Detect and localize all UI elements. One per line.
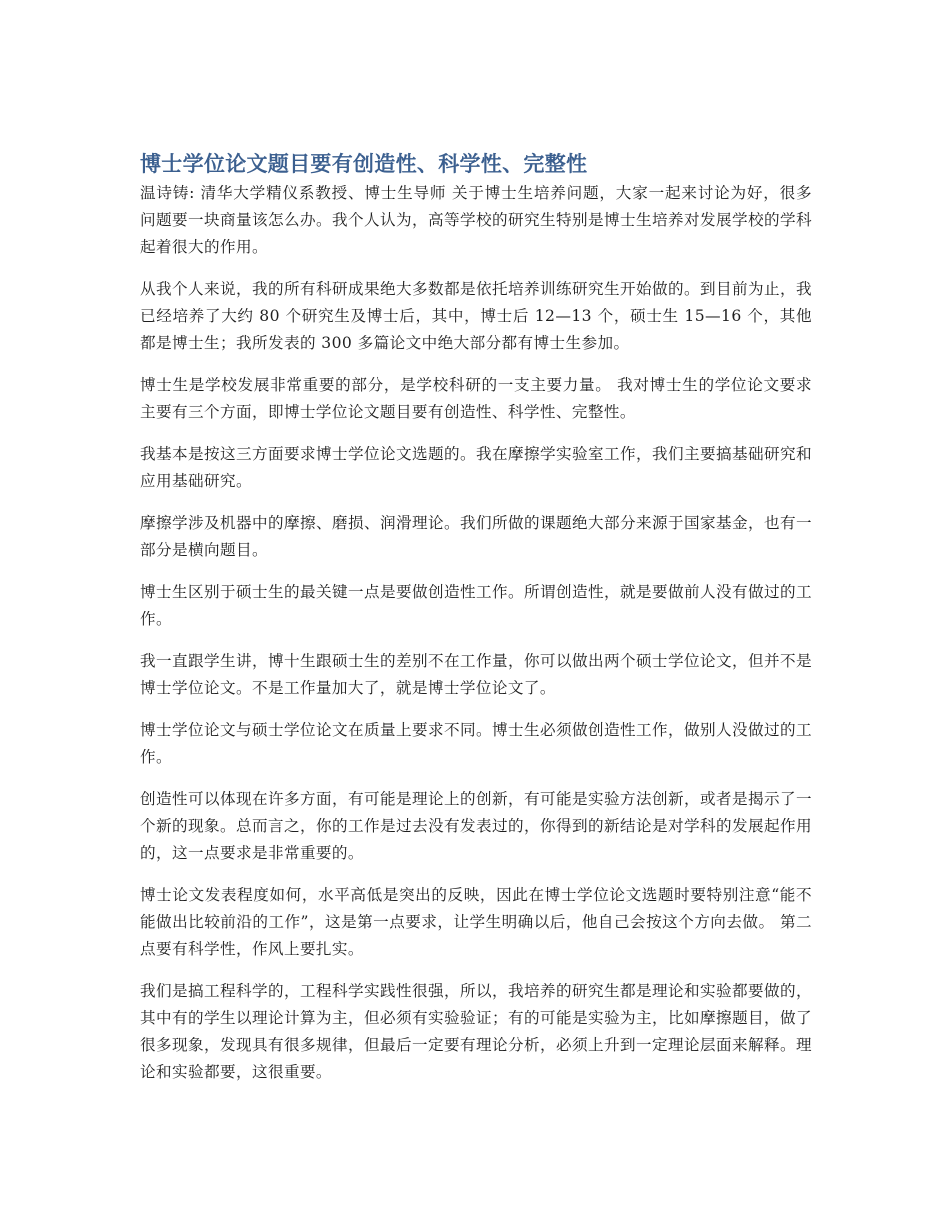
- paragraph-three-requirements: 博士生是学校发展非常重要的部分，是学校科研的一支主要力量。 我对博士生的学位论文要求主要有三个方面，即博士学位论文题目要有创造性、科学性、完整性。: [140, 376, 812, 421]
- document-title: 博士学位论文题目要有创造性、科学性、完整性: [140, 152, 588, 176]
- paragraph-frontier-work: 博士论文发表程度如何，水平高低是突出的反映，因此在博士学位论文选题时要特别注意“能不能做出比较前沿的工作”，这是第一点要求，让学生明确以后，他自己会按这个方向去做。 第二点要有科学性，作风上要扎实。: [140, 886, 812, 958]
- paragraph-creativity-key: 博士生区别于硕士生的最关键一点是要做创造性工作。所谓创造性，就是要做前人没有做过的工作。: [140, 583, 812, 628]
- paragraph-quality-difference: 博士学位论文与硕士学位论文在质量上要求不同。博士生必须做创造性工作，做别人没做过的工作。: [140, 721, 812, 766]
- paragraph-theory-experiment: 我们是搞工程科学的，工程科学实践性很强，所以，我培养的研究生都是理论和实验都要做的，其中有的学生以理论计算为主，但必须有实验验证；有的可能是实验为主，比如摩擦题目，做了很多现象，发现具有很多规律，但最后一定要有理论分析，必须上升到一定理论层面来解释。理论和实验都要，这很重要。: [140, 982, 812, 1081]
- paragraph-tribology-lab: 我基本是按这三方面要求博士学位论文选题的。我在摩擦学实验室工作，我们主要搞基础研究和应用基础研究。: [140, 445, 812, 490]
- paragraph-creativity-forms: 创造性可以体现在许多方面，有可能是理论上的创新，有可能是实验方法创新，或者是揭示了一个新的现象。总而言之，你的工作是过去没有发表过的，你得到的新结论是对学科的发展起作用的，这一点要求是非常重要的。: [140, 790, 812, 862]
- paragraph-tribology-scope: 摩擦学涉及机器中的摩擦、磨损、润滑理论。我们所做的课题绝大部分来源于国家基金，也有一部分是横向题目。: [140, 514, 812, 559]
- paragraph-workload-difference: 我一直跟学生讲，博十生跟硕士生的差别不在工作量，你可以做出两个硕士学位论文，但并不是博士学位论文。不是工作量加大了，就是博士学位论文了。: [140, 652, 812, 697]
- paragraph-intro: 温诗铸: 清华大学精仪系教授、博士生导师 关于博士生培养问题，大家一起来讨论为好，很多问题要一块商量该怎么办。我个人认为，高等学校的研究生特别是博士生培养对发展学校的学科起着很大的作用。: [140, 184, 812, 256]
- paragraph-personal-research: 从我个人来说，我的所有科研成果绝大多数都是依托培养训练研究生开始做的。到目前为止，我已经培养了大约 80 个研究生及博士后，其中，博士后 12—13 个，硕士生 15—16 个，其他都是博士生；我所发表的 300 多篇论文中绝大部分都有博士生参加。: [140, 280, 812, 352]
- document-content: [140, 150, 812, 1101]
